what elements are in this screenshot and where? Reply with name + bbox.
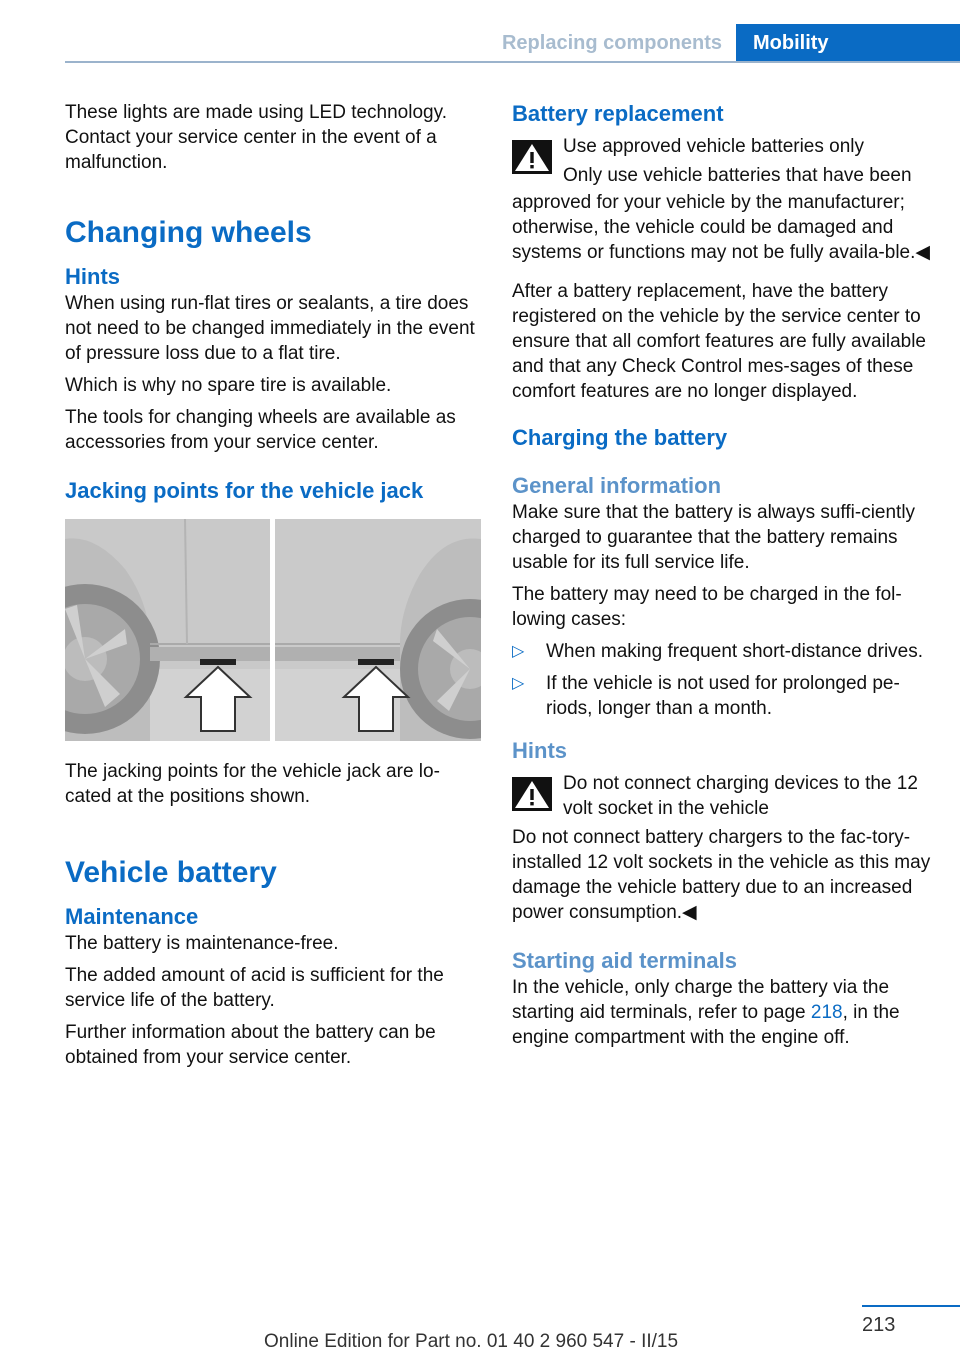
warning-triangle-icon [512,777,552,811]
list-item-text: If the vehicle is not used for prolonged pe‐riods, longer than a month. [546,673,900,719]
general-information-heading: General information [512,473,722,498]
warning-triangle-icon [512,140,552,174]
warning-2-title: Do not connect charging devices to the 12 volt socket in the vehicle [563,773,918,819]
hints-text-1: When using run-flat tires or sealants, a tire does not need to be changed immediately in the event of pressure loss due to a flat tire. [65,293,475,364]
page-reference-link[interactable]: 218 [810,1002,843,1023]
charging-battery-heading: Charging the battery [512,425,728,450]
starting-aid-terminals-heading: Starting aid terminals [512,948,737,973]
charging-cases-list [512,639,932,721]
right-column [512,100,932,1057]
maintenance-text-3: Further information about the battery can be obtained from your service center. [65,1022,436,1068]
terminals-text-after: , in the engine compartment with the engine off. [512,1002,900,1048]
maintenance-text-1: The battery is maintenance-free. [65,933,339,954]
page-number: 213 [862,1314,896,1336]
bullet-triangle-icon: ▷ [512,643,525,660]
warning-2-body: Do not connect battery chargers to the fac‐tory-installed 12 volt sockets in the vehicle as this may damage the vehicle battery due to an increased power consumption.◀ [512,827,931,923]
warning-approved-batteries [512,134,932,188]
battery-replacement-heading: Battery replacement [512,101,724,126]
maintenance-text-2: The added amount of acid is sufficient for the service life of the battery. [65,965,444,1011]
starting-aid-terminals-text [512,975,932,1050]
list-item [512,671,932,721]
hints-heading: Hints [65,264,120,289]
bullet-triangle-icon: ▷ [512,675,525,692]
warning-charging-devices [512,771,932,821]
header-chapter-tab[interactable]: Mobility [736,24,960,62]
list-item [512,639,932,664]
left-column [65,100,481,1077]
hints-text-2: Which is why no spare tire is available. [65,375,392,396]
header-section-title: Replacing components [501,32,723,54]
edition-info: Online Edition for Part no. 01 40 2 960 547 - II/15 [264,1331,679,1352]
hints-right-heading: Hints [512,738,567,763]
warning-1-title: Use approved vehicle batteries only [563,136,865,157]
jacking-points-heading: Jacking points for the vehicle jack [65,478,424,503]
general-information-text-2: The battery may need to be charged in the fol‐lowing cases: [512,584,902,630]
header-divider [65,61,960,63]
general-information-text-1: Make sure that the battery is always suffi‐ciently charged to guarantee that the battery remains usable for its full service life. [512,502,916,573]
vehicle-battery-heading: Vehicle battery [65,856,277,889]
terminals-text-before: In the vehicle, only charge the battery via the starting aid terminals, refer to page [512,977,890,1023]
warning-1-body: approved for your vehicle by the manufacturer; otherwise, the vehicle could be damaged and systems or functions may not be fully availa‐ble.◀ [512,192,931,263]
car-jacking-illustration [65,519,481,741]
hints-text-3: The tools for changing wheels are available as accessories from your service center. [65,407,456,453]
changing-wheels-heading: Changing wheels [65,216,312,249]
jacking-points-figure [65,519,481,741]
maintenance-heading: Maintenance [65,904,199,929]
list-item-text: When making frequent short-distance drives. [546,641,924,662]
footer-divider [862,1305,960,1307]
jacking-points-caption: The jacking points for the vehicle jack are lo‐cated at the positions shown. [65,761,440,807]
replacement-text: After a battery replacement, have the battery registered on the vehicle by the service center to ensure that all comfort features are fully available and that any Check Control mes‐sages of these comfort features are no longer displayed. [512,281,926,402]
warning-1-first-line: Only use vehicle batteries that have been [563,165,912,186]
led-intro-text: These lights are made using LED technology. Contact your service center in the event of a malfunction. [65,102,447,173]
